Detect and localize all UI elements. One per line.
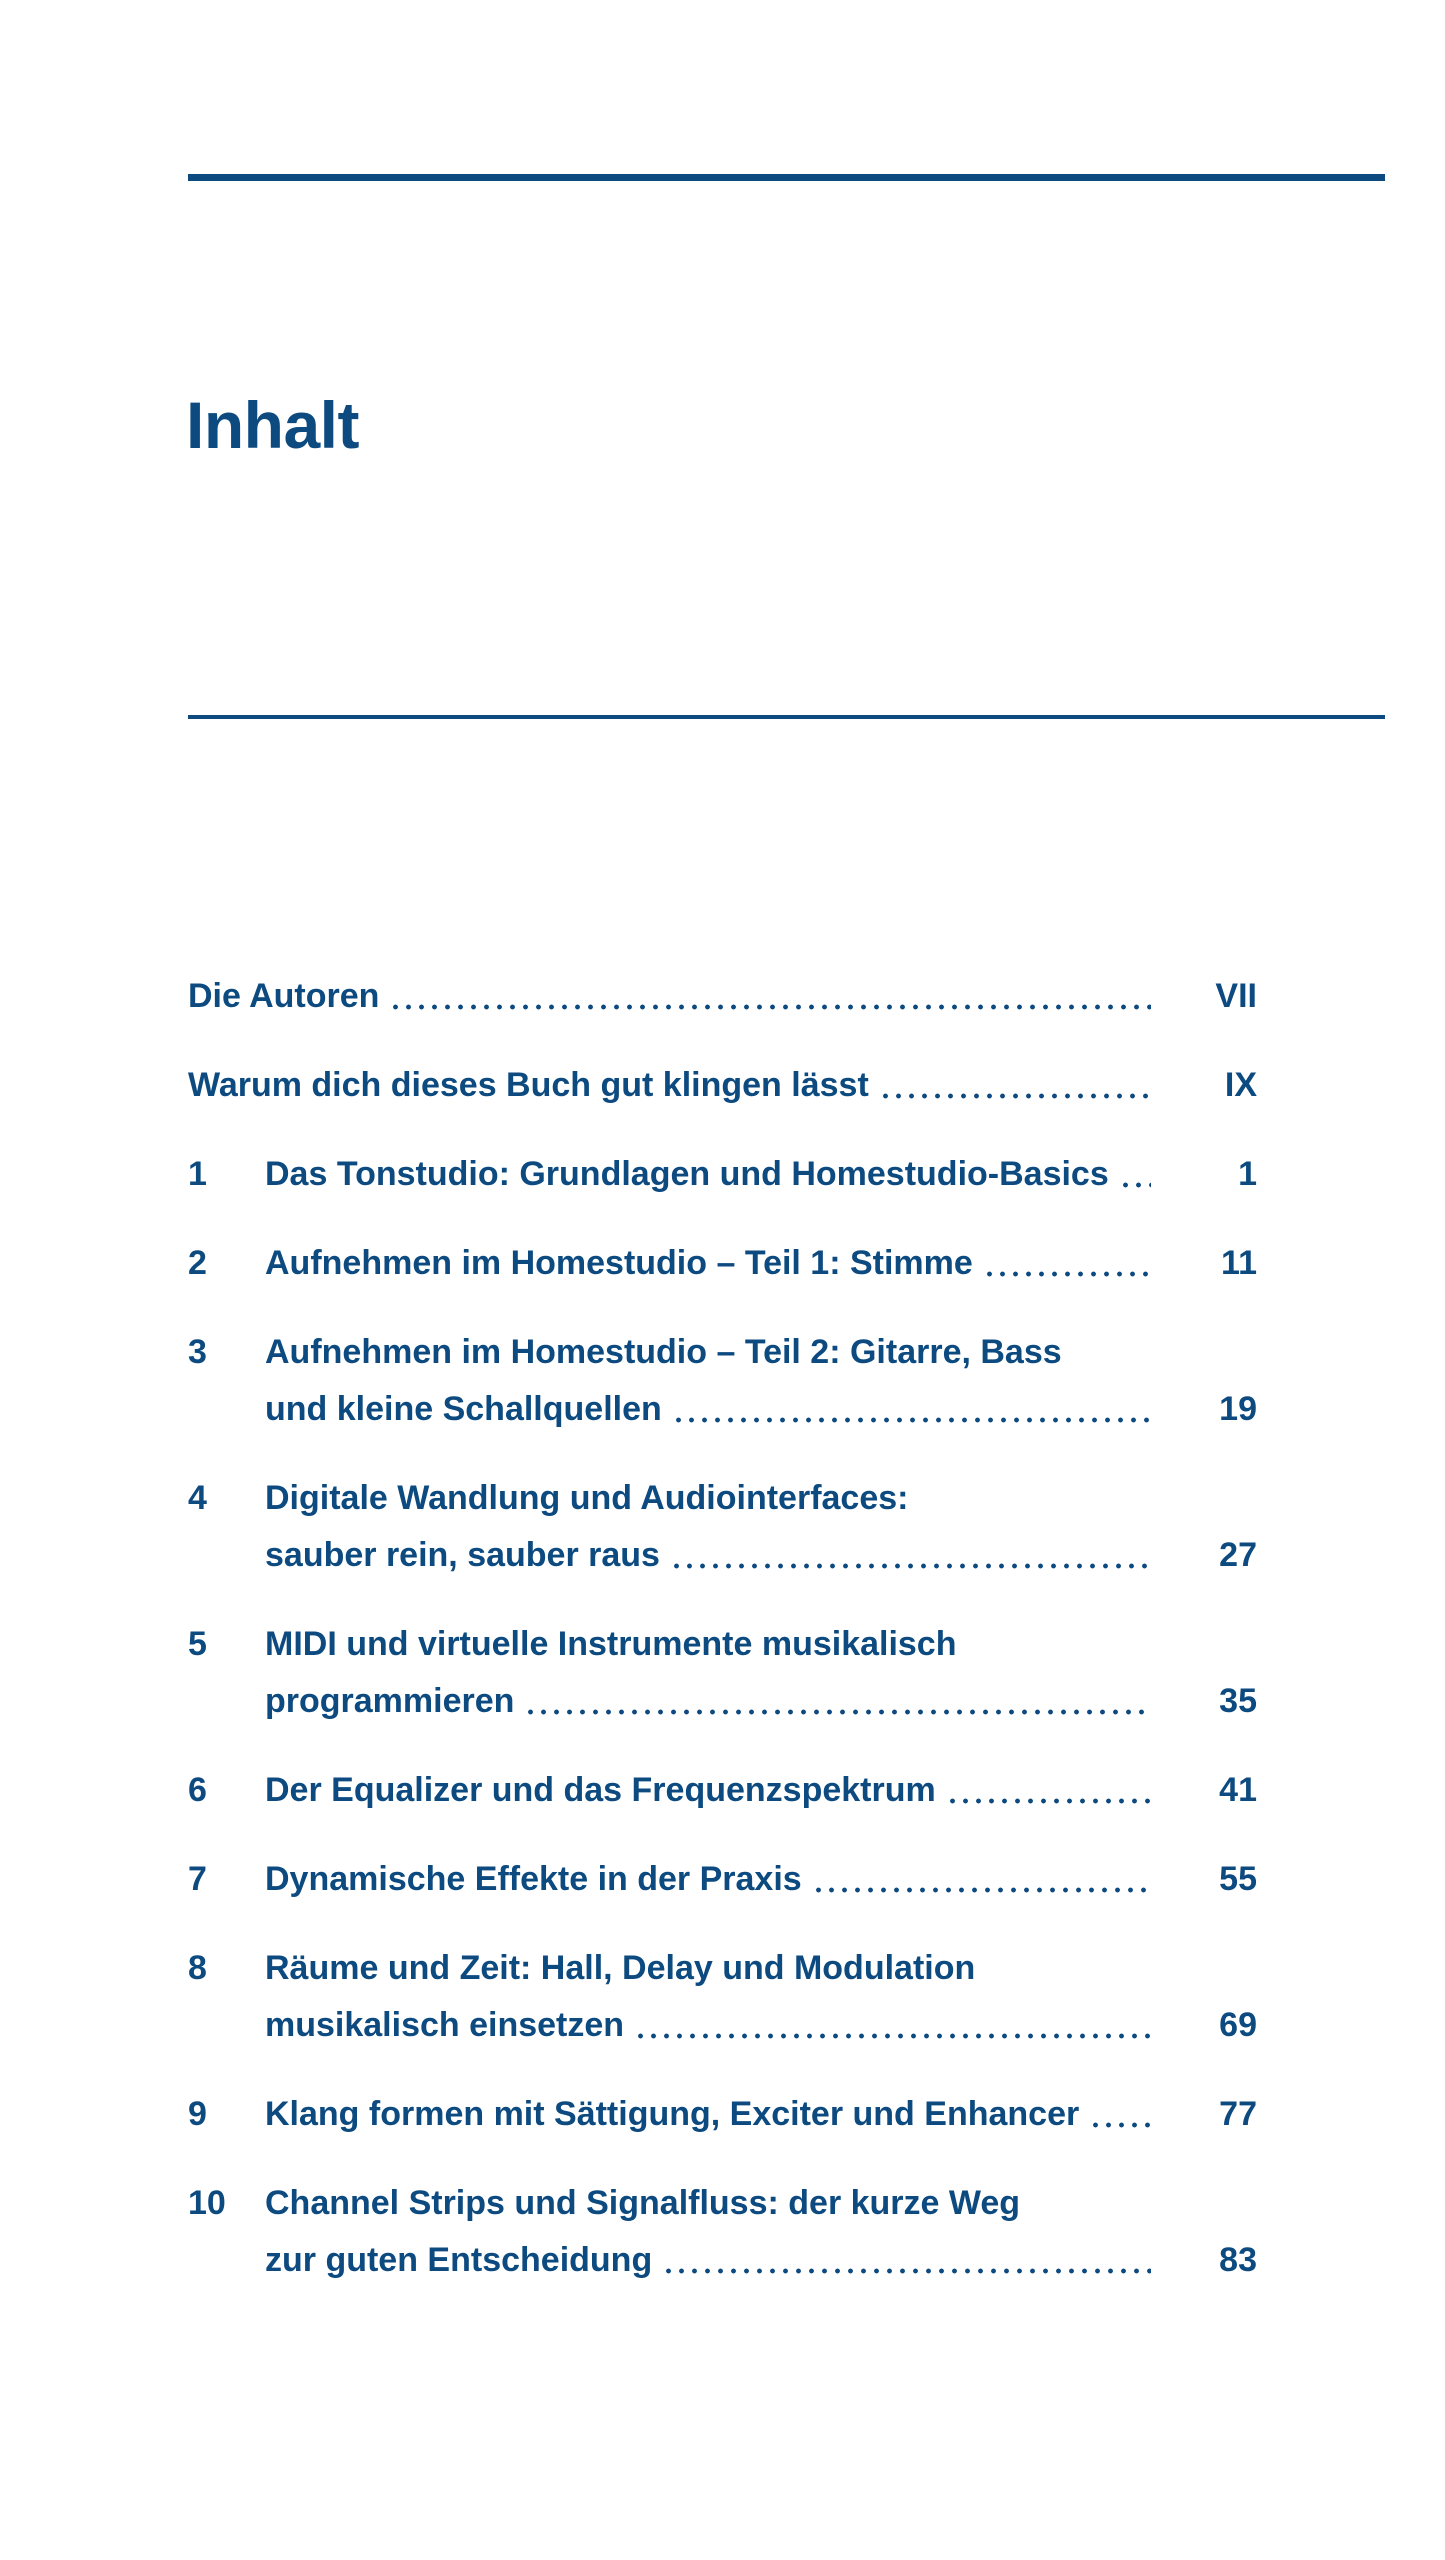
title-divider — [188, 715, 1385, 719]
toc-entry[interactable] — [188, 2175, 1257, 2289]
chapter-number: 8 — [188, 1949, 207, 1987]
chapter-number: 6 — [188, 1771, 207, 1809]
entry-title: Dynamische Effekte in der Praxis — [265, 1860, 802, 1898]
entry-body — [188, 968, 1257, 1025]
entry-body — [265, 1940, 1257, 2054]
page-number: 41 — [1219, 1771, 1257, 1809]
entry-line — [265, 1235, 1257, 1292]
page-number: 11 — [1221, 1244, 1257, 1282]
entry-body — [188, 1057, 1257, 1114]
page-number: 69 — [1219, 2006, 1257, 2044]
page-number: 1 — [1238, 1155, 1257, 1193]
chapter-number: 1 — [188, 1155, 207, 1193]
entry-title: und kleine Schallquellen — [265, 1390, 662, 1428]
page-number: 27 — [1219, 1536, 1257, 1574]
dot-leader — [524, 1709, 1151, 1715]
entry-title: Aufnehmen im Homestudio – Teil 1: Stimme — [265, 1244, 973, 1282]
chapter-number: 5 — [188, 1625, 207, 1663]
entry-line — [265, 2175, 1257, 2232]
toc-entry[interactable] — [188, 1057, 1257, 1114]
entry-line — [188, 1057, 1257, 1114]
toc-entry[interactable] — [188, 1470, 1257, 1584]
entry-line — [188, 968, 1257, 1025]
entry-line — [265, 2086, 1257, 2143]
page-number: IX — [1224, 1066, 1257, 1104]
chapter-number: 4 — [188, 1479, 207, 1517]
dot-leader — [812, 1887, 1151, 1893]
page-number: VII — [1215, 977, 1257, 1015]
toc-entry[interactable] — [188, 1940, 1257, 2054]
dot-leader — [1119, 1182, 1151, 1188]
entry-body — [265, 1851, 1257, 1908]
dot-leader — [662, 2268, 1151, 2274]
table-of-contents — [188, 968, 1257, 2321]
toc-entry[interactable] — [188, 1616, 1257, 1730]
toc-entry[interactable] — [188, 1235, 1257, 1292]
chapter-number: 2 — [188, 1244, 207, 1282]
entry-title: Digitale Wandlung und Audiointerfaces: — [265, 1479, 909, 1517]
entry-line — [265, 1616, 1257, 1673]
chapter-number: 9 — [188, 2095, 207, 2133]
top-rule — [188, 174, 1385, 181]
dot-leader — [983, 1271, 1151, 1277]
entry-body — [265, 2086, 1257, 2143]
dot-leader — [879, 1093, 1151, 1099]
entry-title: Klang formen mit Sättigung, Exciter und Enhancer — [265, 2095, 1080, 2133]
page-number: 83 — [1219, 2241, 1257, 2279]
page-title: Inhalt — [186, 388, 359, 462]
entry-line — [265, 1851, 1257, 1908]
entry-title: zur guten Entscheidung — [265, 2241, 653, 2279]
entry-line — [265, 2232, 1257, 2289]
dot-leader — [670, 1563, 1151, 1569]
entry-title: sauber rein, sauber raus — [265, 1536, 660, 1574]
toc-entry[interactable] — [188, 1324, 1257, 1438]
entry-body — [265, 1324, 1257, 1438]
chapter-number: 3 — [188, 1333, 207, 1371]
entry-line — [265, 1324, 1257, 1381]
entry-body — [265, 1235, 1257, 1292]
entry-line — [265, 1527, 1257, 1584]
toc-entry[interactable] — [188, 1851, 1257, 1908]
page-number: 77 — [1219, 2095, 1257, 2133]
chapter-number: 10 — [188, 2184, 226, 2222]
entry-title: Warum dich dieses Buch gut klingen lässt — [188, 1066, 869, 1104]
entry-body — [265, 2175, 1257, 2289]
dot-leader — [1089, 2122, 1151, 2128]
entry-line — [265, 1381, 1257, 1438]
toc-entry[interactable] — [188, 1762, 1257, 1819]
entry-line — [265, 1673, 1257, 1730]
entry-line — [265, 1762, 1257, 1819]
dot-leader — [946, 1798, 1151, 1804]
toc-entry[interactable] — [188, 2086, 1257, 2143]
entry-line — [265, 1146, 1257, 1203]
page-number: 55 — [1219, 1860, 1257, 1898]
entry-line — [265, 1997, 1257, 2054]
entry-body — [265, 1146, 1257, 1203]
page-number: 35 — [1219, 1682, 1257, 1720]
entry-title: Räume und Zeit: Hall, Delay und Modulation — [265, 1949, 976, 1987]
dot-leader — [672, 1417, 1151, 1423]
chapter-number: 7 — [188, 1860, 207, 1898]
entry-line — [265, 1940, 1257, 1997]
entry-body — [265, 1470, 1257, 1584]
entry-line — [265, 1470, 1257, 1527]
entry-body — [265, 1762, 1257, 1819]
entry-body — [265, 1616, 1257, 1730]
entry-title: Die Autoren — [188, 977, 380, 1015]
toc-entry[interactable] — [188, 968, 1257, 1025]
entry-title: programmieren — [265, 1682, 515, 1720]
page-number: 19 — [1219, 1390, 1257, 1428]
entry-title: musikalisch einsetzen — [265, 2006, 625, 2044]
entry-title: Das Tonstudio: Grundlagen und Homestudio-Basics — [265, 1155, 1109, 1193]
dot-leader — [389, 1004, 1151, 1010]
entry-title: MIDI und virtuelle Instrumente musikalisch — [265, 1625, 957, 1663]
entry-title: Aufnehmen im Homestudio – Teil 2: Gitarre, Bass — [265, 1333, 1062, 1371]
entry-title: Der Equalizer und das Frequenzspektrum — [265, 1771, 936, 1809]
toc-entry[interactable] — [188, 1146, 1257, 1203]
entry-title: Channel Strips und Signalfluss: der kurze Weg — [265, 2184, 1021, 2222]
dot-leader — [634, 2033, 1151, 2039]
